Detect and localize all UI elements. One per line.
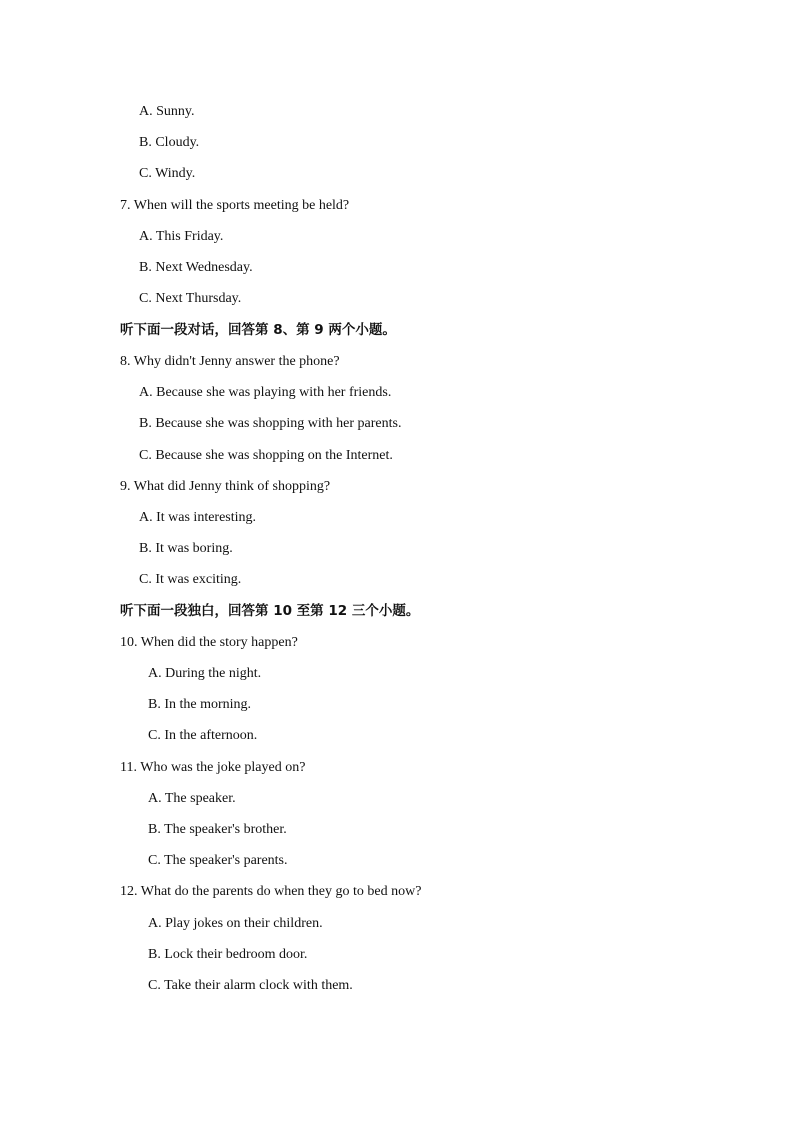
- q9-question: 9. What did Jenny think of shopping?: [120, 479, 331, 494]
- q8-question: 8. Why didn't Jenny answer the phone?: [120, 354, 340, 369]
- q7-option-c: C. Next Thursday.: [139, 291, 242, 306]
- q12-option-a: A. Play jokes on their children.: [148, 916, 323, 931]
- q6-option-c: C. Windy.: [139, 166, 196, 181]
- q10-question: 10. When did the story happen?: [120, 635, 298, 650]
- q10-option-b: B. In the morning.: [148, 697, 252, 712]
- q7-option-a: A. This Friday.: [139, 229, 224, 244]
- q11-option-c: C. The speaker's parents.: [148, 853, 288, 868]
- q10-option-c: C. In the afternoon.: [148, 728, 258, 743]
- q11-question: 11. Who was the joke played on?: [120, 760, 306, 775]
- q8-option-b: B. Because she was shopping with her parents.: [139, 416, 402, 431]
- q12-option-c: C. Take their alarm clock with them.: [148, 978, 353, 993]
- section-heading-10-12: 听下面一段独白，回答第 10 至第 12 三个小题。: [120, 603, 420, 619]
- q12-question: 12. What do the parents do when they go to bed now?: [120, 884, 422, 899]
- q10-option-a: A. During the night.: [148, 666, 262, 681]
- q6-option-a: A. Sunny.: [139, 104, 195, 119]
- q9-option-b: B. It was boring.: [139, 541, 233, 556]
- q6-option-b: B. Cloudy.: [139, 135, 200, 150]
- q7-option-b: B. Next Wednesday.: [139, 260, 253, 275]
- q8-option-c: C. Because she was shopping on the Internet.: [139, 448, 393, 463]
- q8-option-a: A. Because she was playing with her friends.: [139, 385, 392, 400]
- q9-option-c: C. It was exciting.: [139, 572, 242, 587]
- q11-option-a: A. The speaker.: [148, 791, 236, 806]
- q9-option-a: A. It was interesting.: [139, 510, 257, 525]
- q11-option-b: B. The speaker's brother.: [148, 822, 287, 837]
- section-heading-8-9: 听下面一段对话，回答第 8、第 9 两个小题。: [120, 322, 396, 338]
- q12-option-b: B. Lock their bedroom door.: [148, 947, 308, 962]
- q7-question: 7. When will the sports meeting be held?: [120, 198, 350, 213]
